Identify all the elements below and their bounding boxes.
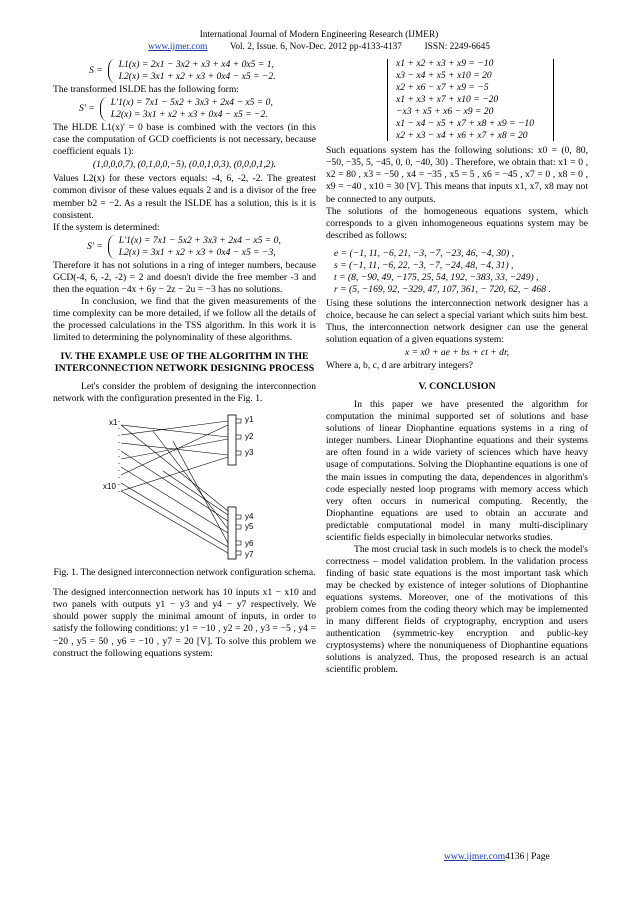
figure-1-caption: Fig. 1. The designed interconnection network configuration schema. (53, 567, 316, 579)
system-s-eq2: L2(x) = 3x1 + x2 + x3 + 0x4 − x5 = −2. (118, 71, 276, 83)
paragraph: The HLDE L1(x)' = 0 base is combined with the vectors (in this case the computation of GCD coefficients is not necessary, because coefficient equals 1): (53, 122, 316, 158)
system-s-label: S = (89, 65, 103, 77)
network-schema (53, 411, 316, 563)
homogeneous-solutions (334, 248, 588, 296)
journal-site-link[interactable]: www.ijmer.com (148, 42, 208, 52)
vector-e: e = (−1, 11, −6, 21, −3, −7, −23, 46, −4, 30) , (334, 247, 514, 259)
equation-row: x1 − x4 − x5 + x7 + x8 + x9 = −10 (396, 118, 535, 130)
vector-t: t = (8, −90, 49, −175, 25, 54, 192, −383, 33, −249) , (334, 271, 539, 283)
label-x1: x1 (109, 418, 118, 428)
right-column (326, 58, 588, 676)
figure-1 (53, 411, 316, 563)
page-number: 4136 | Page (505, 851, 550, 862)
system-s-prime-2-eq2: L2(x) = 3x1 + x2 + x3 + 0x4 − x5 = −3, (118, 246, 276, 258)
journal-volume: Vol. 2, Issue. 6, Nov-Dec. 2012 pp-4133-4137 (229, 42, 402, 52)
label-y6: y6 (245, 539, 254, 549)
paragraph: In this paper we have presented the algorithm for computation the minimal supported set of solutions and base solutions of linear Diophantine equations systems in a ring of integer numbers. Linear Diophantine equations and their systems are often found in a wide variety of sciences which have heavy usage of computations. Solving the Diophantine equations is one of the main issues in computing the data, dependences in algorithm's code especially nested loop programs with memory access which very often occurs in numerical computing. Recently, the Diophantine equations are used to obtain an accurate and predictable computational model in many multi-disciplinary scientific fields especially in bimolecular networks studies. (326, 399, 588, 543)
paragraph: The solutions of the homogeneous equations system, which corresponds to a given inhomogeneous equations system may be described as follows: (326, 205, 588, 241)
paragraph: In conclusion, we find that the given measurements of the time complexity can be more detailed, if we follow all the details of the processed calculations in the TSS algorithm. In this work it is limited to determining the polynominality of these algorithms. (53, 295, 316, 344)
system-s-prime (79, 96, 316, 122)
paragraph: Where a, b, c, d are arbitrary integers? (326, 360, 474, 372)
paragraph: The transformed ISLDE has the following form: (53, 84, 239, 96)
label-x10: x10 (103, 482, 116, 492)
equation-row: x3 − x4 + x5 + x10 = 20 (396, 70, 492, 82)
system-s-prime-label: S' = (79, 103, 95, 115)
paragraph: The designed interconnection network has 10 inputs x1 − x10 and two panels with outputs y1 − y3 and y4 − y7 respectively. We should power supply the minimal amount of inputs, in order to satisfy the following conditions: y1 = −10 , y2 = 20 , y3 = −5 , y4 = −20 , y5 = 50 , y6 = −10 , y7 = 20 [V]. To solve this problem we construct the following equations system: (53, 587, 316, 659)
label-y3: y3 (245, 448, 254, 458)
left-column (53, 58, 316, 660)
paragraph: If the system is determined: (53, 221, 160, 233)
system-s-prime-2 (87, 234, 316, 260)
equations-system (384, 58, 546, 142)
paragraph: Let's consider the problem of designing the interconnection network with the configuration presented in the Fig. 1. (53, 381, 316, 405)
equation-row: x2 + x3 − x4 + x6 + x7 + x8 = 20 (396, 130, 528, 142)
system-s-eq1: L1(x) = 2x1 − 3x2 + x3 + x4 + 0x5 = 1, (118, 59, 274, 70)
equation-row: −x3 + x5 + x6 − x9 = 20 (396, 106, 494, 118)
paragraph: The most crucial task in such models is to check the model's correctness – model validation problem. In the validation process finding of basic state equations is the most important task which may be checked by existence of integer solutions of Diophantine equations systems. Moreover, one of the motivations of this problem comes from the coding theory which may be implemented in many different fields of cryptography, encryption and users authentication (symmetric-key encryption and public-key cryptosystems) where the nonuniqueness of Diophantine equations solutions is analyzed. Thus, the proposed research is an actual scientific problem. (326, 543, 588, 676)
vector-r: r = (5, −169, 92, −329, 47, 107, 361, − 720, 62, − 468 . (334, 283, 551, 295)
journal-info-line (0, 42, 638, 53)
system-s-prime-eq2: L2(x) = 3x1 + x2 + x3 + 0x4 − x5 = −2. (110, 109, 268, 121)
system-s (89, 58, 316, 84)
vector-s: s = (−1, 11, −6, 22, −3, −7, −24, 48, −4, 31) , (334, 259, 514, 271)
base-vectors: (1,0,0,0,7), (0,1,0,0,−5), (0,0,1,0,3), (0,0,0,1,2). (92, 159, 277, 171)
label-y2: y2 (245, 432, 254, 442)
paragraph: Therefore it has not solutions in a ring of integer numbers, because GCD(-4, 6, -2, -2) = 2 and doesn't divide the free member -3 and then the equation −4x + 6y − 2z − 2u = −3 has no solutions. (53, 259, 316, 295)
label-y4: y4 (245, 512, 254, 522)
journal-issn: ISSN: 2249-6645 (424, 42, 490, 52)
page-footer (444, 851, 550, 862)
equation-row: x1 + x2 + x3 + x9 = −10 (396, 58, 494, 69)
general-solution: x = x0 + ae + bs + ct + dr, (404, 347, 510, 359)
paragraph: Such equations system has the following solutions: x0 = (0, 80, −50, −35, 5, −45, 0, 0, −40, 30) . Therefore, we obtain that: x1 = 0 , x2 = 80 , x3 = −50 , x4 = −35 , x5 = 5 , x6 = −45 , x7 = 0 , x8 = 0 , x9 = −40 , x10 = 30 [V]. This means that inputs x1, x7, x8 may not be connected to any outputs. (326, 145, 588, 205)
section-4-heading: IV. THE EXAMPLE USE OF THE ALGORITHM IN THE INTERCONNECTION NETWORK DESIGNING PROCESS (54, 351, 315, 375)
paragraph: Using these solutions the interconnection network designer has a choice, because he can select a special variant which suits him best. Thus, the interconnection network designer can use the general solution equation of a given equations system: (326, 297, 588, 346)
system-s-prime-eq1: L'1(x) = 7x1 − 5x2 + 3x3 + 2x4 − x5 = 0, (110, 97, 273, 109)
equation-row: x2 + x6 − x7 + x9 = −5 (396, 82, 489, 94)
system-s-prime-2-label: S' = (87, 240, 103, 252)
equation-row: x1 + x3 + x7 + x10 = −20 (396, 94, 499, 106)
journal-title: International Journal of Modern Engineering Research (IJMER) (199, 30, 439, 40)
section-5-heading: V. CONCLUSION (418, 381, 496, 393)
system-s-prime-2-eq1: L'1(x) = 7x1 − 5x2 + 3x3 + 2x4 − x5 = 0, (118, 234, 281, 246)
paragraph: Values L2(x) for these vectors equals: -4, 6, -2, -2. The greatest common divisor of these values equals 2 and is a divisor of the free member b2 = −2. As a result the ISLDE has a solution, this is it is consistent. (53, 173, 316, 221)
footer-site-link[interactable]: www.ijmer.com (444, 851, 506, 862)
label-y1: y1 (245, 415, 254, 425)
label-y7: y7 (245, 550, 254, 560)
label-y5: y5 (245, 522, 254, 532)
